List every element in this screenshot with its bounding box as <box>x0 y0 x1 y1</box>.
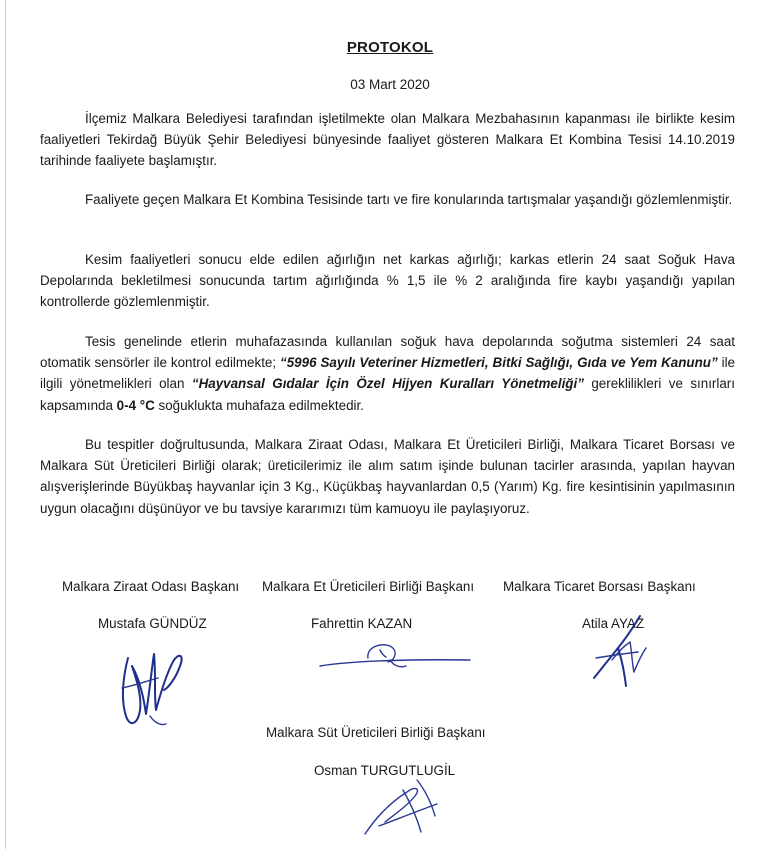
signatory-1-title: Malkara Ziraat Odası Başkanı <box>62 579 240 594</box>
signature-2-image <box>310 630 480 690</box>
paragraph-4-text: soğuklukta muhafaza edilmektedir. <box>154 397 364 413</box>
regulation-reference: “Hayvansal Gıdalar İçin Özel Hijyen Kuralları Yönetmeliği” <box>191 376 584 392</box>
document-date: 03 Mart 2020 <box>350 77 430 92</box>
signatory-4-name: Osman TURGUTLUGİL <box>314 763 456 778</box>
page-edge-line <box>5 0 6 849</box>
paragraph-4-text: ile ilgili yönetmelikleri olan <box>40 355 735 392</box>
temperature-range: 0-4 °C <box>116 397 155 413</box>
signature-3-image <box>588 612 658 692</box>
signatory-4-title: Malkara Süt Üreticileri Birliği Başkanı <box>266 725 486 740</box>
signatory-2-name: Fahrettin KAZAN <box>311 616 413 631</box>
paragraph-4 <box>40 331 735 416</box>
signature-4-image <box>355 760 465 845</box>
signatory-1-name: Mustafa GÜNDÜZ <box>98 616 207 631</box>
law-reference: “5996 Sayılı Veteriner Hizmetleri, Bitki Sağlığı, Gıda ve Yem Kanunu” <box>280 355 718 371</box>
document-title: PROTOKOL <box>346 39 434 56</box>
signatory-3-title: Malkara Ticaret Borsası Başkanı <box>503 579 696 594</box>
paragraph-1: İlçemiz Malkara Belediyesi tarafından işletilmekte olan Malkara Mezbahasının kapanması ile birlikte kesim faaliyetleri Tekirdağ Büyük Şehir Belediyesi bünyesinde faaliyet gösteren Malkara Et Kombina Tesisi 14.10.2019 tarihinde faaliyete başlamıştır. <box>40 111 735 169</box>
signature-1-image <box>110 618 200 733</box>
paragraph-2: Faaliyete geçen Malkara Et Kombina Tesisinde tartı ve fire konularında tartışmalar yaşandığı gözlemlenmiştir. <box>85 192 733 207</box>
signatory-2-title: Malkara Et Üreticileri Birliği Başkanı <box>262 579 475 594</box>
paragraph-4-text: gereklilikleri ve sınırları kapsamında <box>40 376 735 413</box>
paragraph-5: Bu tespitler doğrultusunda, Malkara Ziraat Odası, Malkara Et Üreticileri Birliği, Malkara Ticaret Borsası ve Malkara Süt Üreticileri Birliği olarak; üreticilerimiz ile alım satım işinde bulunan tacirler arasında, yapılan hayvan alışverişlerinde Büyükbaş hayvanlar için 3 Kg., Küçükbaş hayvanlardan 0,5 (Yarım) Kg. fire kesintisinin yapılmasının uygun olacağını düşünüyor ve bu tavsiye kararımızı tüm kamuoyu ile paylaşıyoruz. <box>40 437 735 516</box>
signatory-3-name: Atila AYAZ <box>582 616 645 631</box>
paragraph-4-text: Tesis genelinde etlerin muhafazasında kullanılan soğuk hava depolarında soğutma sistemleri 24 saat otomatik sensörler ile kontrol edilmekte; <box>40 334 735 371</box>
paragraph-3: Kesim faaliyetleri sonucu elde edilen ağırlığın net karkas ağırlığı; karkas etlerin 24 saat Soğuk Hava Depolarında bekletilmesi sonucunda tartım ağırlığında % 1,5 ile % 2 aralığında fire kaybı yaşandığı yapılan kontrollerde gözlemlenmiştir. <box>40 252 735 310</box>
